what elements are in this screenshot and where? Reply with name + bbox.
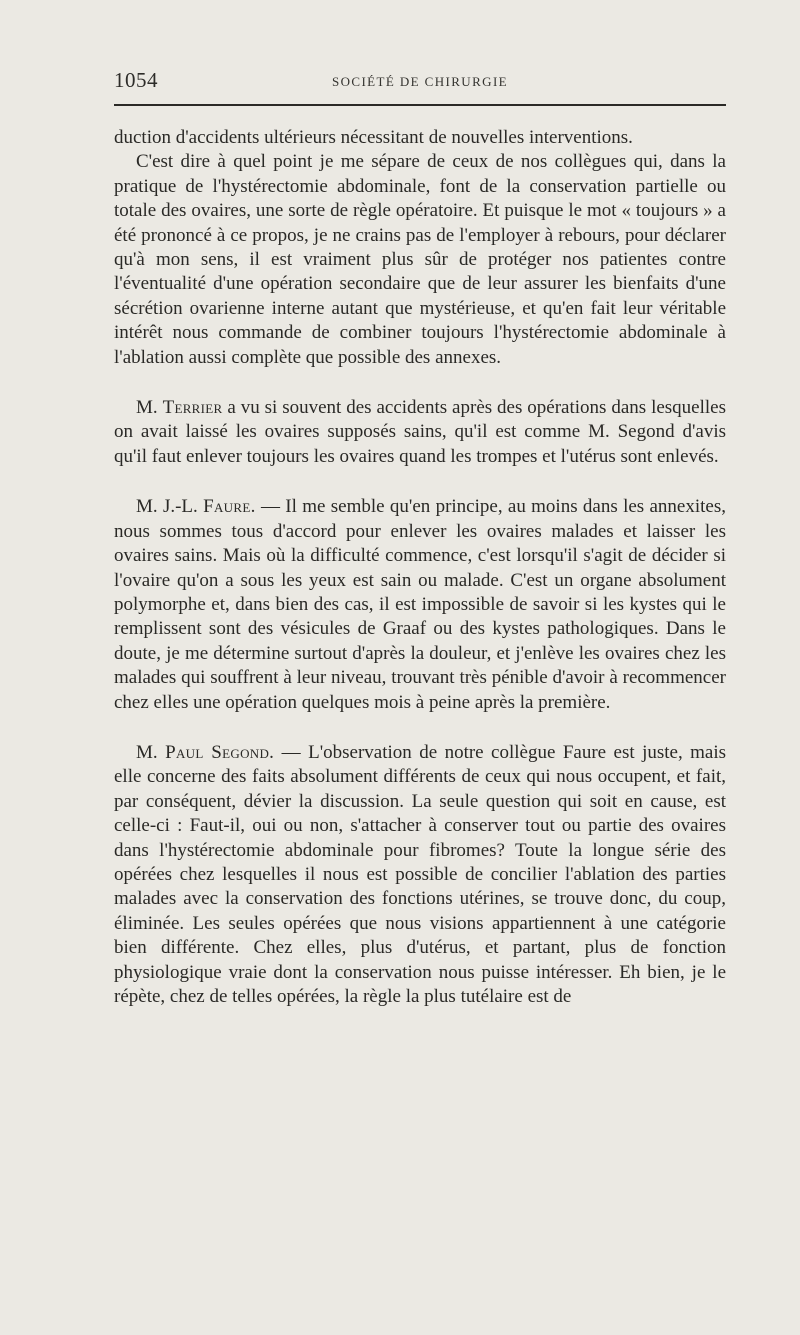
paragraph-text: duction d'accidents ultérieurs nécessitant de nouvelles interventions.: [114, 127, 633, 148]
paragraph-conclusion: [114, 150, 726, 370]
paragraph-text: C'est dire à quel point je me sépare de ceux de nos collègues qui, dans la pratique de l'hystérectomie abdominale, font de la conservation partielle ou totale des ovaires, une sorte de règle opératoire. Et puisque le mot « toujours » a été prononcé à ce propos, je ne crains pas de l'employer à rebours, pour déclarer qu'à mon sens, il est vraiment plus sûr de protéger nos patientes contre l'éventualité d'une opération secondaire que de leur assurer les bienfaits d'une sécrétion ovarienne interne autant que mystérieuse, et qu'en fait leur véritable intérêt nous commande de combiner toujours l'hystérectomie abdominale à l'ablation aussi complète que possible des annexes.: [114, 151, 726, 368]
paragraph-text: — L'observation de notre collègue Faure est juste, mais elle concerne des faits absolument différents de ceux qui nous occupent, et fait, par conséquent, dévier la discussion. La seule question qui soit en cause, est celle-ci : Faut-il, oui ou non, s'attacher à conserver tout ou partie des ovaires dans l'hystérectomie abdominale pour fibromes? Toute la longue série des opérées chez lesquelles il nous est possible de concilier l'ablation des parties malades avec la conservation des fonctions utérines, se trouve donc, du coup, éliminée. Les seules opérées que nous visions appartiennent à une catégorie bien différente. Chez elles, plus d'utérus, et partant, plus de fonction physiologique vraie dont la conservation nous puisse intéresser. Eh bien, je le répète, chez de telles opérées, la règle la plus tutélaire est de: [114, 741, 727, 1007]
paragraph-text: a vu si souvent des accidents après des opérations dans lesquelles on avait laissé les ovaires supposés sains, qu'il est comme M. Segond d'avis qu'il faut enlever toujours les ovaires quand les trompes et l'utérus sont enlevés.: [114, 397, 726, 467]
speaker-prefix: M.: [136, 741, 158, 763]
paragraph-segond: [114, 741, 726, 1009]
speaker-name: Faure.: [203, 496, 256, 518]
page-body: [114, 126, 726, 1009]
speaker-prefix: M. J.-L.: [136, 496, 198, 518]
header-rule: [114, 104, 726, 106]
paragraph-faure: [114, 495, 726, 715]
speaker-prefix: M.: [136, 397, 158, 419]
page-number: 1054: [114, 68, 158, 92]
paragraph-terrier: [114, 396, 726, 469]
paragraph-continuation: [114, 126, 726, 150]
speaker-name: Paul Segond.: [165, 741, 275, 763]
running-title: SOCIÉTÉ DE CHIRURGIE: [331, 74, 509, 89]
speaker-name: Terrier: [162, 397, 223, 419]
paragraph-text: — Il me semble qu'en principe, au moins dans les annexites, nous sommes tous d'accord pour enlever les ovaires malades et laisser les ovaires sains. Mais où la difficulté commence, c'est lorsqu'il s'agit de décider si l'ovaire qu'on a sous les yeux est sain ou malade. C'est un organe absolument polymorphe et, dans bien des cas, il est impossible de savoir si les kystes qui le remplissent sont des vésicules de Graaf ou des kystes pathologiques. Dans le doute, je me détermine surtout d'après la douleur, et j'enlève les ovaires chez les malades qui souffrent à leur niveau, trouvant très pénible d'avoir à recommencer chez elles une opération quelques mois à peine après la première.: [114, 496, 727, 713]
page-header: [114, 68, 726, 96]
